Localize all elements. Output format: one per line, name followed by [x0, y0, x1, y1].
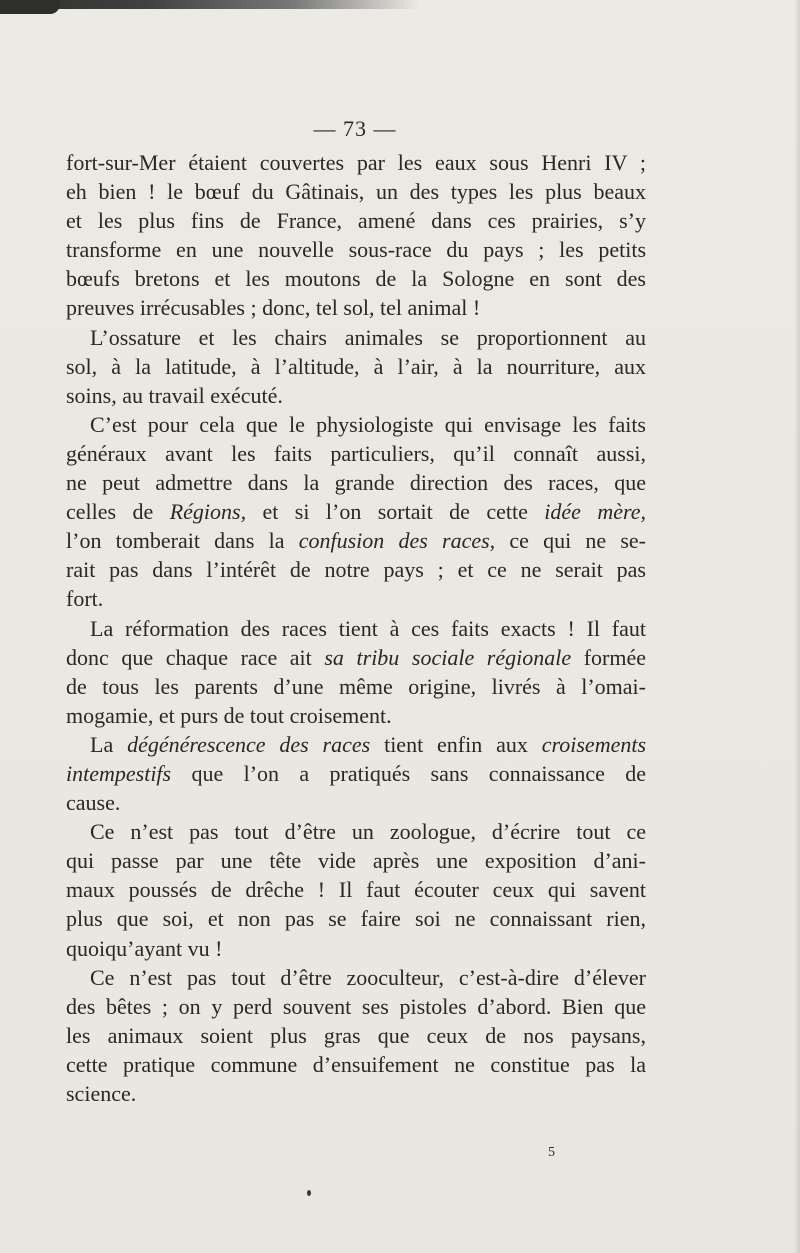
text-line: Ce n’est pas tout d’être un zoologue, d’écrire tout ce: [90, 819, 646, 845]
text-line: maux poussés de drêche ! Il faut écouter ceux qui savent: [66, 877, 646, 903]
text-line: plus que soi, et non pas se faire soi ne connaissant rien,: [66, 906, 646, 932]
italic-run: idée mère,: [544, 499, 646, 525]
text-line: transforme en une nouvelle sous-race du pays ; les petits: [66, 237, 646, 263]
text-line: fort-sur-Mer étaient couvertes par les eaux sous Henri IV ;: [66, 150, 646, 175]
text-line: C’est pour cela que le physiologiste qui envisage les faits: [90, 411, 646, 437]
italic-run: sa tribu sociale régionale: [324, 644, 572, 670]
body-text: [66, 148, 646, 1108]
italic-run: confusion des races,: [298, 528, 496, 554]
italic-run: intempestifs: [66, 760, 172, 786]
text-line: sol, à la latitude, à l’altitude, à l’air, à la nourriture, aux: [66, 353, 646, 379]
text-line: soins, au travail exécuté.: [66, 382, 283, 408]
text-line: généraux avant les faits particuliers, qu’il connaît aussi,: [66, 440, 646, 466]
text-run: l’on tomberait dans la: [66, 528, 299, 554]
text-line: des bêtes ; on y perd souvent ses pistoles d’abord. Bien que: [66, 993, 646, 1019]
text-line: mogamie, et purs de tout croisement.: [66, 702, 392, 728]
text-line: quoiqu’ayant vu !: [66, 935, 223, 961]
text-run: que l’on a pratiqués sans connaissance de: [171, 760, 646, 786]
text-line: ne peut admettre dans la grande direction des races, que: [66, 470, 646, 496]
text-run: formée: [571, 644, 647, 670]
text-line: eh bien ! le bœuf du Gâtinais, un des types les plus beaux: [66, 179, 646, 205]
text-run: ce qui ne se-: [495, 528, 646, 554]
text-line: qui passe par une tête vide après une exposition d’ani-: [66, 848, 646, 874]
text-run: celles de: [66, 499, 170, 525]
text-line: de tous les parents d’une même origine, livrés à l’omai-: [66, 673, 646, 699]
text-line: [66, 643, 646, 672]
text-run: La: [90, 731, 128, 757]
text-line: les animaux soient plus gras que ceux de nos paysans,: [66, 1022, 646, 1048]
text-line: Ce n’est pas tout d’être zooculteur, c’est-à-dire d’élever: [90, 964, 646, 990]
text-line: et les plus fins de France, amené dans ces prairies, s’y: [66, 208, 646, 234]
text-line: L’ossature et les chairs animales se proportionnent au: [90, 324, 646, 350]
italic-run: Régions,: [169, 499, 247, 525]
text-run: tient enfin aux: [370, 731, 542, 757]
page-edge-shadow: [794, 0, 800, 1253]
text-line: cause.: [66, 790, 121, 816]
text-line: [66, 730, 646, 759]
text-line: science.: [66, 1081, 137, 1106]
text-line: preuves irrécusables ; donc, tel sol, tel animal !: [66, 295, 481, 321]
signature-mark: 5: [548, 1145, 555, 1160]
text-line: [66, 759, 646, 788]
text-line: La réformation des races tient à ces faits exacts ! Il faut: [90, 615, 646, 641]
italic-run: dégénérescence des races: [127, 731, 371, 757]
text-line: rait pas dans l’intérêt de notre pays ; et ce ne serait pas: [66, 557, 646, 583]
text-run: donc que chaque race ait: [66, 644, 325, 670]
text-line: [66, 497, 646, 526]
text-line: fort.: [66, 586, 104, 612]
italic-run: croisements: [541, 731, 647, 757]
scan-edge-shadow: [0, 0, 420, 9]
text-run: et si l’on sortait de cette: [246, 499, 545, 525]
page-number: — 73 —: [313, 116, 397, 141]
text-line: bœufs bretons et les moutons de la Sologne en sont des: [66, 266, 646, 292]
text-line: [66, 526, 646, 555]
ink-speck: [307, 1190, 311, 1196]
text-line: cette pratique commune d’ensuifement ne constitue pas la: [66, 1051, 646, 1077]
